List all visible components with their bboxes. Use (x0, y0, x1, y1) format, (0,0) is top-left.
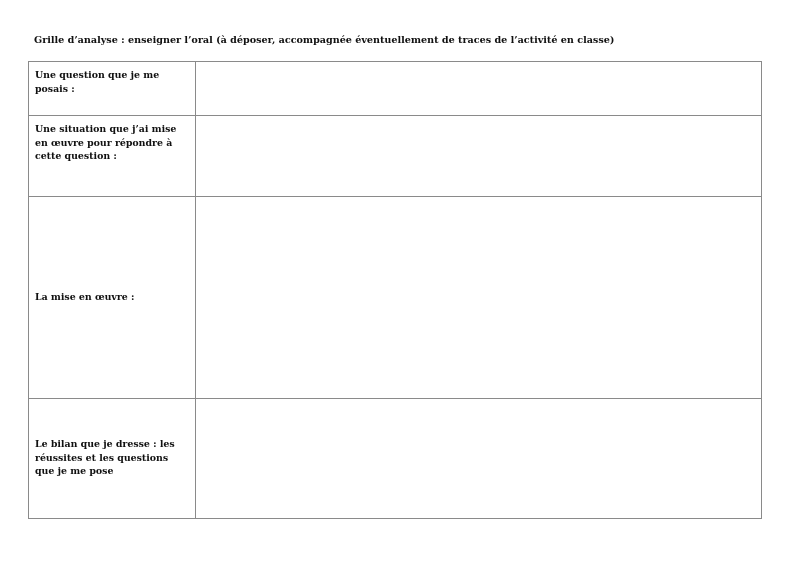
row-answer-situation[interactable] (196, 116, 761, 197)
page-title: Grille d’analyse : enseigner l’oral (à déposer, accompagnée éventuellement de traces de l’activité en classe) (34, 35, 615, 46)
row-label-bilan: Le bilan que je dresse : les réussites et les questions que je me pose (29, 399, 196, 518)
row-label-situation: Une situation que j’ai mise en œuvre pour répondre à cette question : (29, 116, 196, 197)
row-answer-mise-en-oeuvre[interactable] (196, 197, 761, 399)
row-answer-question[interactable] (196, 62, 761, 116)
analysis-grid (28, 61, 762, 519)
row-label-mise-en-oeuvre: La mise en œuvre : (29, 197, 196, 399)
row-answer-bilan[interactable] (196, 399, 761, 518)
row-label-question: Une question que je me posais : (29, 62, 196, 116)
